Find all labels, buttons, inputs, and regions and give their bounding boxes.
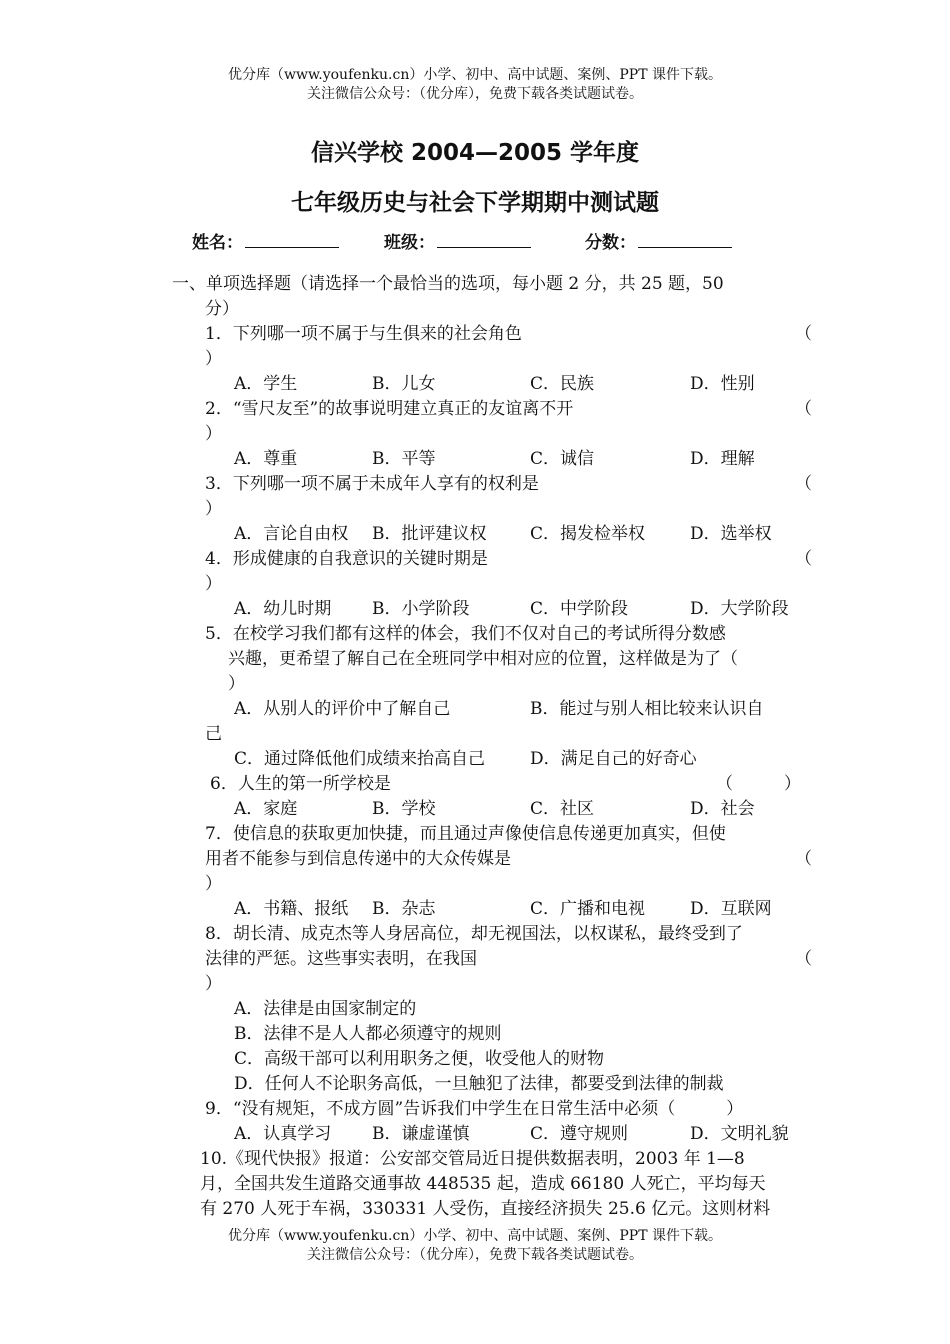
question-4-stem: 4．形成健康的自我意识的关键时期是: [205, 549, 488, 569]
question-8-paren-open: （: [795, 949, 812, 969]
score-field[interactable]: [585, 228, 732, 253]
question-3-paren-close: ）: [205, 499, 222, 519]
score-blank[interactable]: [638, 232, 732, 248]
question-7-stem-line-2: 用者不能参与到信息传递中的大众传媒是: [205, 849, 511, 869]
question-6-option-c[interactable]: C．社区: [530, 799, 595, 819]
question-7-stem-line-1: 7．使信息的获取更加快捷，而且通过声像使信息传递更加真实，但使: [205, 824, 726, 844]
question-7-paren-close: ）: [205, 874, 222, 894]
question-5-stem-line-1: 5．在校学习我们都有这样的体会，我们不仅对自己的考试所得分数感: [205, 624, 726, 644]
question-8-stem-line-1: 8．胡长清、成克杰等人身居高位，却无视国法，以权谋私，最终受到了: [205, 924, 743, 944]
question-5-option-c[interactable]: C．通过降低他们成绩来抬高自己: [234, 749, 486, 769]
question-2-paren-close: ）: [205, 424, 222, 444]
question-1-option-b[interactable]: B．儿女: [372, 374, 436, 394]
question-3-option-c[interactable]: C．揭发检举权: [530, 524, 646, 544]
question-4-option-b[interactable]: B．小学阶段: [372, 599, 470, 619]
footer-line-1: 优分库（www.youfenku.cn）小学、初中、高中试题、案例、PPT 课件下载。: [227, 1228, 722, 1244]
score-label: 分数：: [585, 233, 636, 253]
question-3-option-a[interactable]: A．言论自由权: [234, 524, 349, 544]
question-1-paren-open: （: [795, 324, 812, 344]
question-2-option-b[interactable]: B．平等: [372, 449, 436, 469]
question-7-option-c[interactable]: C．广播和电视: [530, 899, 646, 919]
page-header: [0, 66, 950, 104]
question-2-paren-open: （: [795, 399, 812, 419]
question-7-paren-open: （: [795, 849, 812, 869]
section-heading: 一、单项选择题（请选择一个最恰当的选项，每小题 2 分，共 25 题，50: [172, 274, 724, 294]
question-6-option-d[interactable]: D．社会: [690, 799, 755, 819]
class-label: 班级：: [384, 233, 435, 253]
question-1-option-a[interactable]: A．学生: [234, 374, 298, 394]
question-4-option-c[interactable]: C．中学阶段: [530, 599, 629, 619]
question-10-line-1: 10.《现代快报》报道：公安部交管局近日提供数据表明，2003 年 1—8: [200, 1149, 745, 1169]
question-9-option-c[interactable]: C．遵守规则: [530, 1124, 629, 1144]
exam-title-subject: 七年级历史与社会下学期期中测试题: [291, 190, 659, 216]
question-6-stem: 6．人生的第一所学校是: [210, 774, 391, 794]
question-3-option-d[interactable]: D．选举权: [690, 524, 772, 544]
question-10-line-2: 月，全国共发生道路交通事故 448535 起，造成 66180 人死亡，平均每天: [200, 1174, 766, 1194]
question-5-option-b[interactable]: B．能过与别人相比较来认识自: [530, 699, 764, 719]
question-5-option-d[interactable]: D．满足自己的好奇心: [530, 749, 697, 769]
question-6-option-a[interactable]: A．家庭: [234, 799, 298, 819]
header-line-2: 关注微信公众号：（优分库），免费下载各类试题试卷。: [307, 86, 643, 102]
class-field[interactable]: [384, 228, 531, 253]
question-5-paren-close: ）: [228, 674, 245, 694]
header-line-1: 优分库（www.youfenku.cn）小学、初中、高中试题、案例、PPT 课件下载。: [227, 67, 722, 83]
question-8-option-c[interactable]: C．高级干部可以利用职务之便，收受他人的财物: [234, 1049, 605, 1069]
name-label: 姓名：: [192, 233, 243, 253]
question-4-option-a[interactable]: A．幼儿时期: [234, 599, 332, 619]
question-4-paren-close: ）: [205, 574, 222, 594]
footer-line-2: 关注微信公众号：（优分库），免费下载各类试题试卷。: [307, 1247, 643, 1263]
question-8-stem-line-2: 法律的严惩。这些事实表明，在我国: [205, 949, 477, 969]
question-2-stem: 2．“雪尺友至”的故事说明建立真正的友谊离不开: [205, 399, 574, 419]
question-9-option-a[interactable]: A．认真学习: [234, 1124, 332, 1144]
question-4-paren-open: （: [795, 549, 812, 569]
question-7-option-d[interactable]: D．互联网: [690, 899, 772, 919]
question-9-option-d[interactable]: D．文明礼貌: [690, 1124, 789, 1144]
question-6-option-b[interactable]: B．学校: [372, 799, 436, 819]
question-2-option-a[interactable]: A．尊重: [234, 449, 298, 469]
question-5-option-b-wrap: 己: [205, 724, 222, 744]
question-8-option-b[interactable]: B．法律不是人人都必须遵守的规则: [234, 1024, 502, 1044]
page-footer: [0, 1227, 950, 1265]
question-3-paren-open: （: [795, 474, 812, 494]
section-heading-cont: 分）: [205, 299, 239, 319]
question-8-option-a[interactable]: A．法律是由国家制定的: [234, 999, 417, 1019]
question-8-paren-close: ）: [205, 974, 222, 994]
question-1-paren-close: ）: [205, 349, 222, 369]
question-5-stem-line-2: 兴趣，更希望了解自己在全班同学中相对应的位置，这样做是为了（: [228, 649, 738, 669]
question-3-stem: 3．下列哪一项不属于未成年人享有的权利是: [205, 474, 539, 494]
exam-title-school-year: 信兴学校 2004—2005 学年度: [310, 140, 640, 166]
question-7-option-b[interactable]: B．杂志: [372, 899, 436, 919]
student-info-row: [0, 228, 950, 252]
question-1-option-d[interactable]: D．性别: [690, 374, 755, 394]
name-blank[interactable]: [245, 232, 339, 248]
question-9-option-b[interactable]: B．谦虚谨慎: [372, 1124, 470, 1144]
question-5-option-a[interactable]: A．从别人的评价中了解自己: [234, 699, 451, 719]
class-blank[interactable]: [437, 232, 531, 248]
question-2-option-c[interactable]: C．诚信: [530, 449, 595, 469]
name-field[interactable]: [192, 228, 339, 253]
question-2-option-d[interactable]: D．理解: [690, 449, 755, 469]
question-3-option-b[interactable]: B．批评建议权: [372, 524, 487, 544]
question-10-line-3: 有 270 人死于车祸，330331 人受伤，直接经济损失 25.6 亿元。这则材料: [200, 1199, 771, 1219]
question-8-option-d[interactable]: D．任何人不论职务高低，一旦触犯了法律，都要受到法律的制裁: [234, 1074, 724, 1094]
question-7-option-a[interactable]: A．书籍、报纸: [234, 899, 349, 919]
question-1-option-c[interactable]: C．民族: [530, 374, 595, 394]
question-1-stem: 1．下列哪一项不属于与生俱来的社会角色: [205, 324, 522, 344]
question-4-option-d[interactable]: D．大学阶段: [690, 599, 789, 619]
question-6-parens: （ ）: [716, 774, 801, 794]
question-9-stem: 9．“没有规矩，不成方圆”告诉我们中学生在日常生活中必须（ ）: [205, 1099, 744, 1119]
